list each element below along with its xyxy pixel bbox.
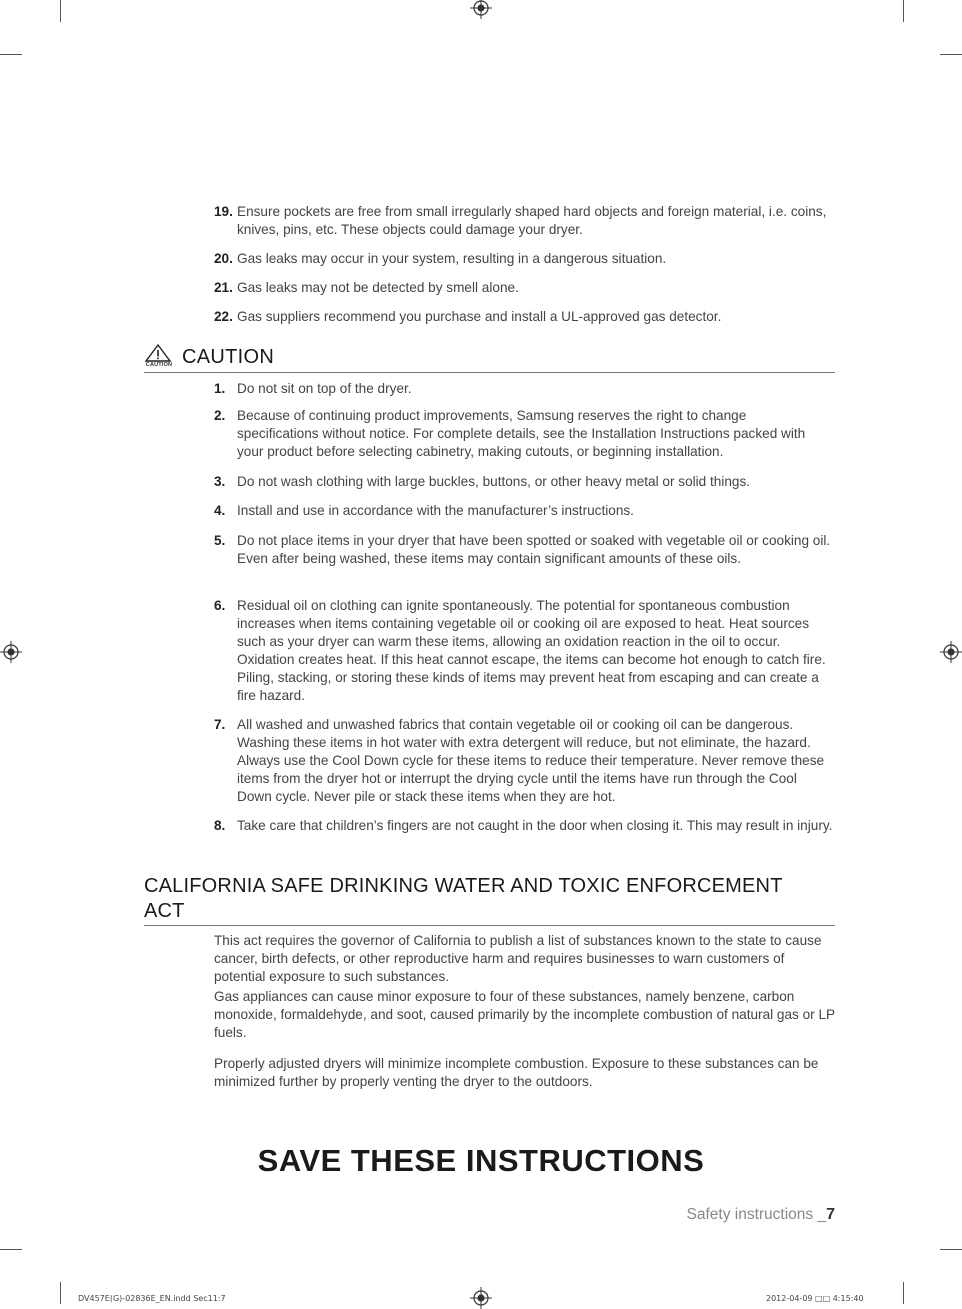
caution-title: CAUTION [182, 346, 275, 368]
item-text: Do not place items in your dryer that have been spotted or soaked with vegetable oil or cooking oil. Even after being washed, these items may contain significant amounts of these oils. [237, 533, 831, 566]
section-heading [144, 874, 835, 926]
save-instructions-heading: SAVE THESE INSTRUCTIONS [257, 1143, 705, 1178]
item-text: Ensure pockets are free from small irregularly shaped hard objects and foreign material, i.e. coins, knives, pins, etc. These objects could damage your dryer. [237, 204, 827, 237]
item-text: Gas leaks may occur in your system, resulting in a dangerous situation. [237, 251, 667, 266]
crop-mark [60, 0, 61, 22]
section-label: Safety instructions _ [686, 1206, 827, 1223]
item-text: Do not wash clothing with large buckles, buttons, or other heavy metal or solid things. [237, 474, 751, 489]
item-number: 20. [214, 251, 233, 266]
item-number: 5. [214, 533, 226, 548]
registration-mark-icon [0, 641, 22, 663]
item-text: All washed and unwashed fabrics that contain vegetable oil or cooking oil can be dangerous. Washing these items in hot water with extra detergent will reduce, but not eliminate, the hazard. Always use the Cool Down cycle for these items to reduce their temperature. Never remove these items from the dryer hot or interrupt the drying cycle until the items have run through the Cool Down cycle. Never pile or stack these items when they are hot. [237, 717, 825, 804]
item-number: 1. [214, 381, 226, 396]
page-number: 7 [826, 1206, 835, 1223]
crop-mark [903, 1282, 904, 1304]
registration-mark-icon [470, 1287, 492, 1309]
item-text: Residual oil on clothing can ignite spontaneously. The potential for spontaneous combustion increases when items containing vegetable oil or cooking oil are exposed to heat. Heat sources such as your dryer can warm these items, allowing an oxidation reaction in the oil to occur. Oxidation creates heat. If this heat cannot escape, the items can become hot enough to catch fire. Piling, stacking, or storing these kinds of items may prevent heat from escaping and can create a fire hazard. [237, 598, 826, 703]
item-number: 7. [214, 717, 226, 732]
crop-mark [940, 54, 962, 55]
crop-mark [60, 1282, 61, 1304]
item-number: 8. [214, 818, 226, 833]
paragraph: Properly adjusted dryers will minimize incomplete combustion. Exposure to these substances can be minimized further by properly venting the dryer to the outdoors. [214, 1056, 819, 1089]
print-slug-datetime: 2012-04-09 □□ 4:15:40 [766, 1294, 864, 1303]
crop-mark [0, 54, 22, 55]
item-number: 3. [214, 474, 226, 489]
paragraph: This act requires the governor of California to publish a list of substances known to the state to cause cancer, birth defects, or other reproductive harm and requires businesses to warn customers of potential exposure to such substances. [214, 933, 822, 984]
item-text: Gas suppliers recommend you purchase and install a UL-approved gas detector. [237, 309, 722, 324]
crop-mark [940, 1249, 962, 1250]
item-text: Do not sit on top of the dryer. [237, 381, 412, 396]
item-text: Install and use in accordance with the manufacturer’s instructions. [237, 503, 634, 518]
item-number: 22. [214, 309, 233, 324]
caution-heading [144, 344, 835, 373]
item-number: 21. [214, 280, 233, 295]
item-text: Take care that children’s fingers are not caught in the door when closing it. This may result in injury. [237, 818, 833, 833]
registration-mark-icon [940, 641, 962, 663]
item-number: 4. [214, 503, 226, 518]
item-text: Gas leaks may not be detected by smell alone. [237, 280, 519, 295]
crop-mark [0, 1249, 22, 1250]
registration-mark-icon [470, 0, 492, 19]
item-number: 19. [214, 204, 233, 219]
paragraph: Gas appliances can cause minor exposure to four of these substances, namely benzene, carbon monoxide, formaldehyde, and soot, caused primarily by the incomplete combustion of natural gas or LP fuels. [214, 989, 835, 1040]
item-number: 6. [214, 598, 226, 613]
item-number: 2. [214, 408, 226, 423]
section-title: CALIFORNIA SAFE DRINKING WATER AND TOXIC ENFORCEMENT ACT [144, 875, 783, 922]
caution-icon-label: CAUTION [145, 362, 173, 368]
page-footer [687, 1206, 835, 1224]
item-text: Because of continuing product improvements, Samsung reserves the right to change specifications without notice. For complete details, see the Installation Instructions packed with your product before selecting cabinetry, making cutouts, or beginning installation. [237, 408, 806, 459]
crop-mark [903, 0, 904, 22]
print-slug-file: DV457E(G)-02836E_EN.indd Sec11:7 [78, 1294, 226, 1303]
